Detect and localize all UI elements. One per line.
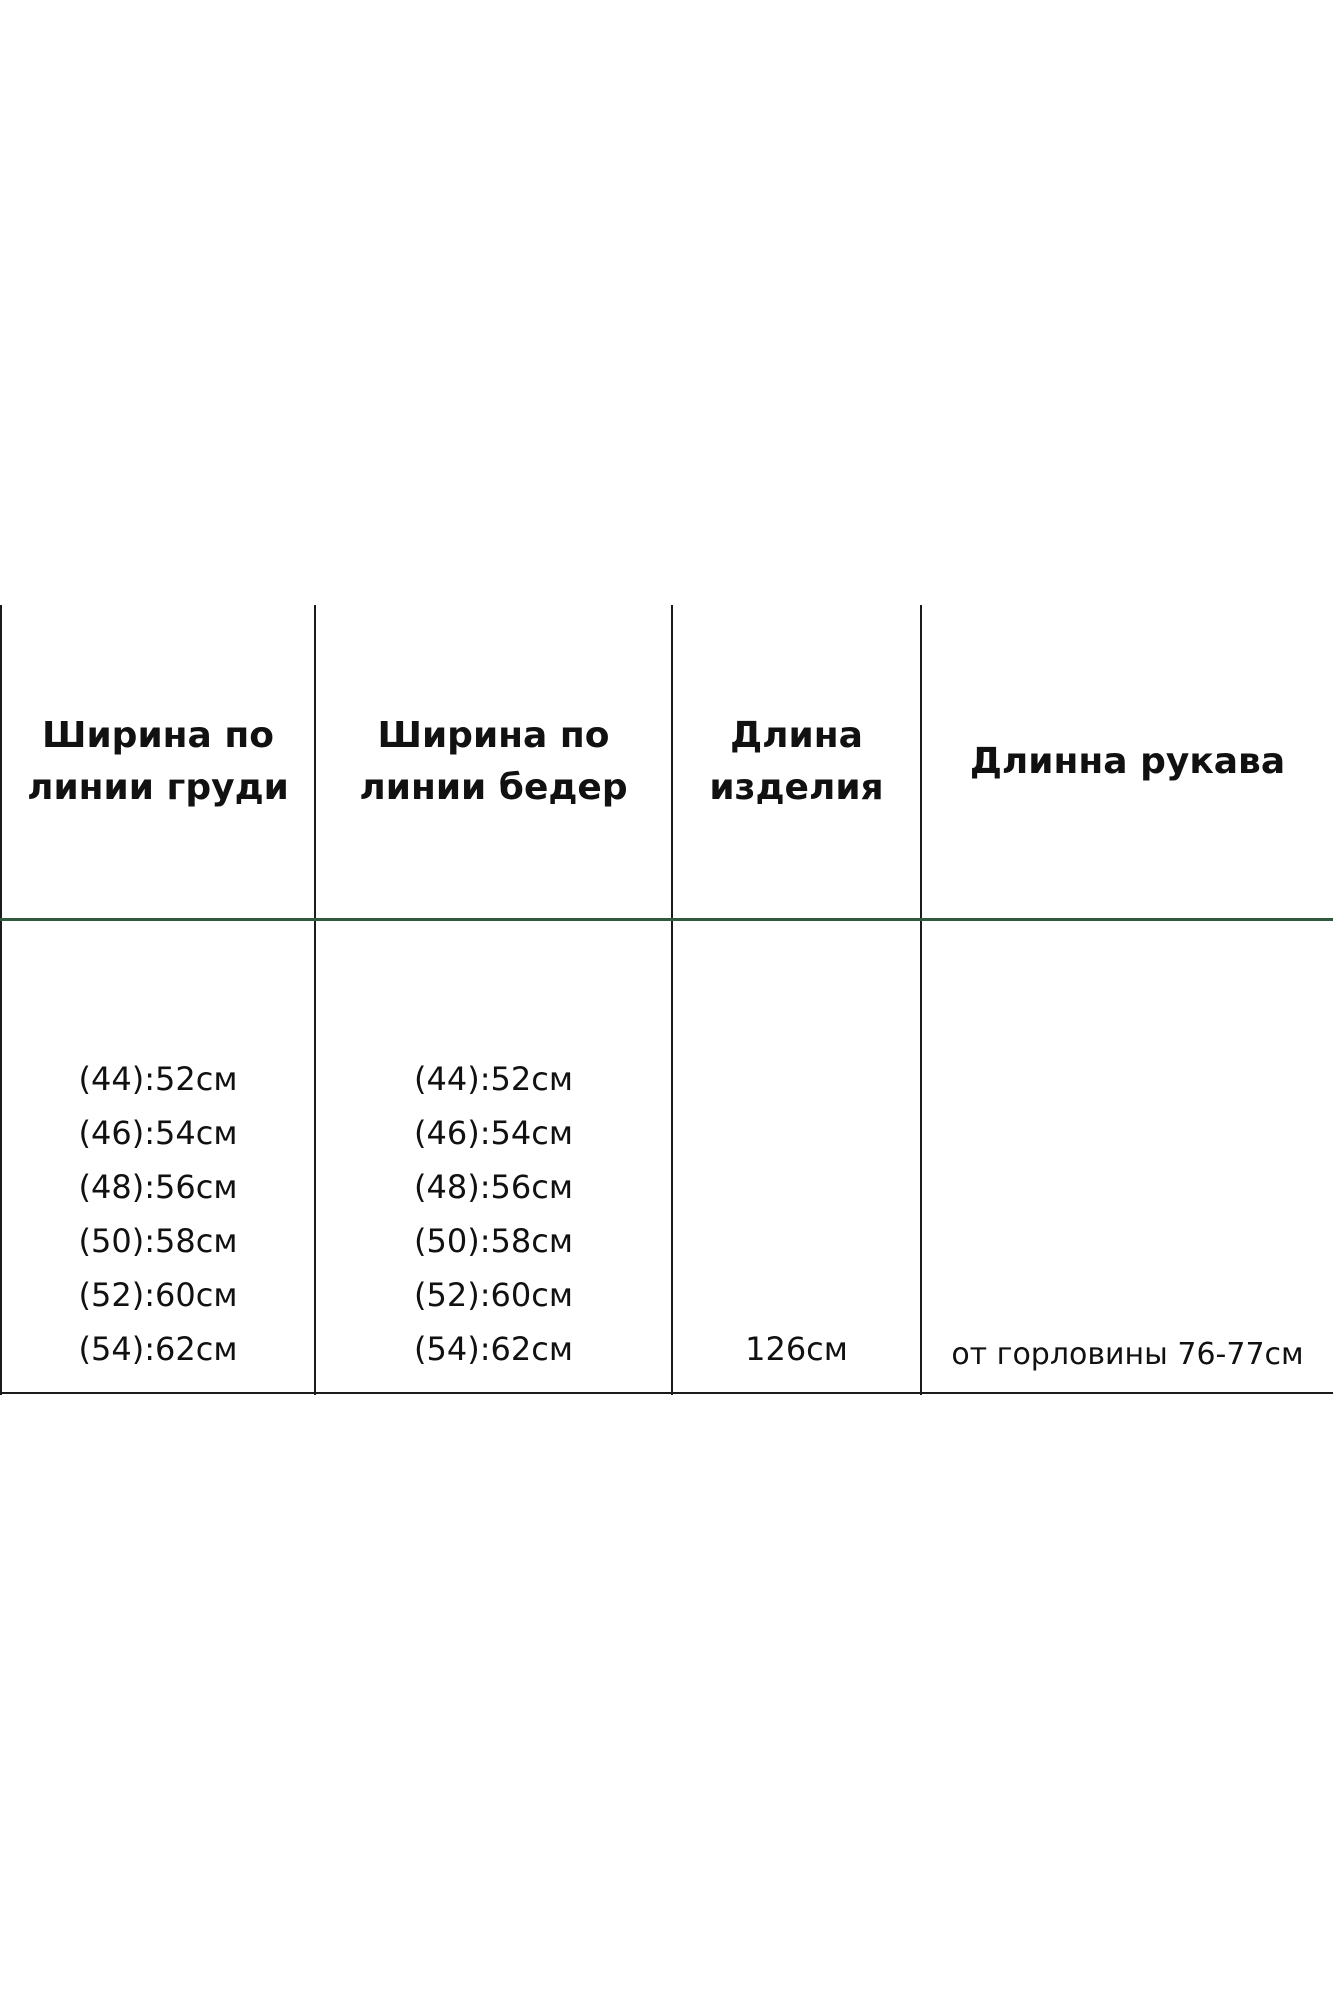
- header-chest-width: [2, 605, 314, 918]
- sleeve-length-value: от горловины 76-77см: [951, 1337, 1304, 1372]
- hip-width-50: (50):58см: [414, 1222, 573, 1260]
- header-chest-line1: Ширина по: [41, 714, 274, 756]
- header-hip-line1: Ширина по: [377, 714, 610, 756]
- chest-width-46: (46):54см: [78, 1114, 238, 1152]
- product-length-value: 126см: [745, 1330, 848, 1368]
- chest-width-44: (44):52см: [78, 1060, 238, 1098]
- header-product-length: [673, 605, 920, 918]
- hip-width-54: (54):62см: [414, 1330, 573, 1368]
- cell-chest-widths: [2, 921, 314, 1392]
- hip-width-44: (44):52см: [414, 1060, 573, 1098]
- header-length-line2: изделия: [709, 766, 884, 808]
- cell-sleeve-length: [922, 921, 1333, 1392]
- hip-width-48: (48):56см: [414, 1168, 573, 1206]
- hip-width-46: (46):54см: [414, 1114, 573, 1152]
- header-hip-line2: линии бедер: [359, 766, 628, 808]
- chest-width-48: (48):56см: [78, 1168, 238, 1206]
- chest-width-54: (54):62см: [78, 1330, 238, 1368]
- cell-product-length: [673, 921, 920, 1392]
- cell-hip-widths: [316, 921, 671, 1392]
- size-table: [0, 605, 1333, 1395]
- table-bottom-border: [0, 1392, 1333, 1394]
- header-sleeve-line1: Длинна рукава: [969, 740, 1286, 782]
- chest-width-50: (50):58см: [78, 1222, 238, 1260]
- header-hip-width: [316, 605, 671, 918]
- header-sleeve-length: [922, 605, 1333, 918]
- header-chest-line2: линии груди: [27, 766, 289, 808]
- header-length-line1: Длина: [730, 714, 863, 756]
- chest-width-52: (52):60см: [78, 1276, 238, 1314]
- hip-width-52: (52):60см: [414, 1276, 573, 1314]
